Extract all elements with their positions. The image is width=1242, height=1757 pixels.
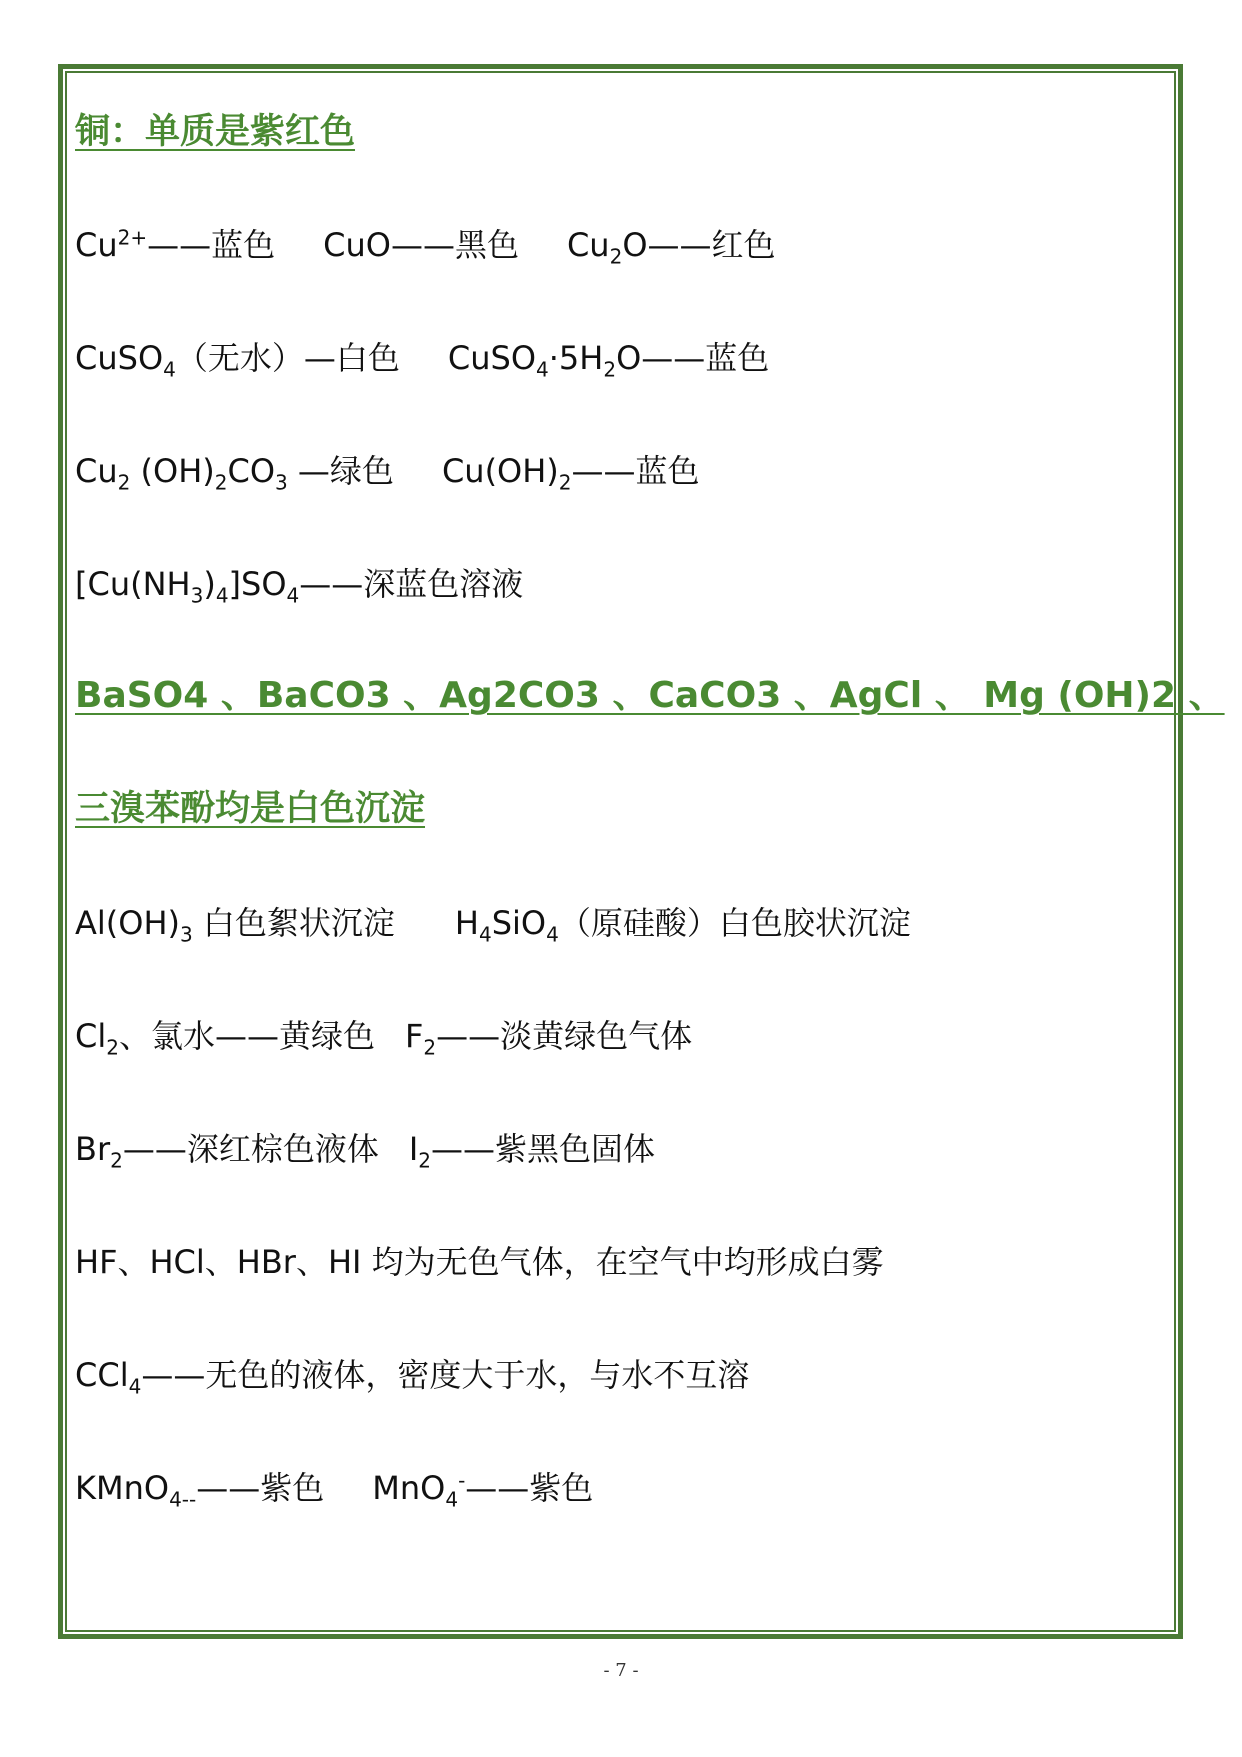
mno4-ion-desc: ——紫色 bbox=[465, 1469, 594, 1507]
copper-ammine-color: ——深蓝色溶液 bbox=[299, 565, 524, 603]
halogen-row-2 bbox=[75, 1129, 656, 1173]
orthosilicic-acid-formula: $H_4SiO_4$ bbox=[454, 904, 559, 947]
page-frame-inner bbox=[65, 71, 1176, 1632]
cu-ion-formula: $Cu^{2+}$ bbox=[75, 225, 148, 264]
copper-colors-row-4 bbox=[75, 564, 524, 608]
cu-ion-color: ——蓝色 bbox=[147, 226, 276, 264]
hydrogen-halides-row: HF、HCl、HBr、HI 均为无色气体，在空气中均形成白雾 bbox=[75, 1243, 884, 1281]
cuo-color: ——黑色 bbox=[390, 226, 519, 264]
cu-hydroxide-color: ——蓝色 bbox=[571, 452, 700, 490]
basic-copper-carbonate-formula: $Cu_2$ $(OH)_2CO_3$ bbox=[75, 452, 288, 495]
ccl4-formula: CCl$_4$ bbox=[75, 1356, 142, 1399]
chlorine-formula: $Cl_2$ bbox=[75, 1017, 119, 1060]
cuso4-color: （无水）—白色 bbox=[175, 339, 400, 377]
copper-colors-row-2 bbox=[75, 338, 770, 382]
precipitates-row bbox=[75, 903, 911, 947]
cuso4-hydrate-color: ——蓝色 bbox=[641, 339, 770, 377]
heading-copper: 铜：单质是紫红色 bbox=[75, 112, 356, 152]
page-number: - 7 - bbox=[603, 1660, 639, 1681]
chlorine-desc: 、氯水——黄绿色 bbox=[118, 1017, 375, 1055]
cu2o-color: ——红色 bbox=[647, 226, 776, 264]
permanganate-row bbox=[75, 1468, 594, 1512]
cuso4-hydrate-formula: $CuSO_4\cdot 5H_2O$ bbox=[447, 339, 642, 382]
bromine-desc: ——深红棕色液体 bbox=[122, 1130, 379, 1168]
cuso4-formula: CuSO$_4$ bbox=[75, 339, 176, 382]
copper-colors-row-1 bbox=[75, 225, 776, 269]
bromine-formula: $Br_2$ bbox=[75, 1130, 123, 1173]
copper-ammine-formula: $[Cu(NH_3)_4]SO_4$ bbox=[75, 565, 300, 608]
kmno4-desc: ——紫色 bbox=[196, 1469, 325, 1507]
cu-hydroxide-formula: $Cu(OH)_2$ bbox=[441, 452, 572, 495]
iodine-formula: $I_2$ bbox=[408, 1130, 432, 1173]
heading-white-precipitates-line-2: 三溴苯酚均是白色沉淀 bbox=[75, 789, 426, 829]
orthosilicic-acid-desc: （原硅酸）白色胶状沉淀 bbox=[558, 904, 911, 942]
fluorine-desc: ——淡黄绿色气体 bbox=[436, 1017, 693, 1055]
halogen-row-1 bbox=[75, 1016, 693, 1060]
fluorine-formula: $F_2$ bbox=[404, 1017, 437, 1060]
copper-colors-row-3 bbox=[75, 451, 700, 495]
kmno4-formula: KMnO$_{4--}$ bbox=[75, 1469, 197, 1512]
ccl4-desc: ——无色的液体，密度大于水，与水不互溶 bbox=[141, 1356, 750, 1394]
cu2o-formula: $Cu_2O$ bbox=[566, 226, 648, 269]
ccl4-row bbox=[75, 1355, 750, 1399]
al-hydroxide-desc: 白色絮状沉淀 bbox=[192, 904, 395, 942]
basic-copper-carbonate-color: —绿色 bbox=[287, 452, 394, 490]
mno4-ion-formula: MnO$_4$- bbox=[372, 1468, 466, 1512]
al-hydroxide-formula: $Al(OH)_3$ bbox=[75, 904, 193, 947]
iodine-desc: ——紫黑色固体 bbox=[431, 1130, 656, 1168]
heading-white-precipitates-line-1: BaSO4 、BaCO3 、Ag2CO3 、CaCO3 、AgCl 、 Mg (OH)2 、 bbox=[75, 675, 1225, 716]
cuo-formula: CuO bbox=[323, 226, 391, 264]
